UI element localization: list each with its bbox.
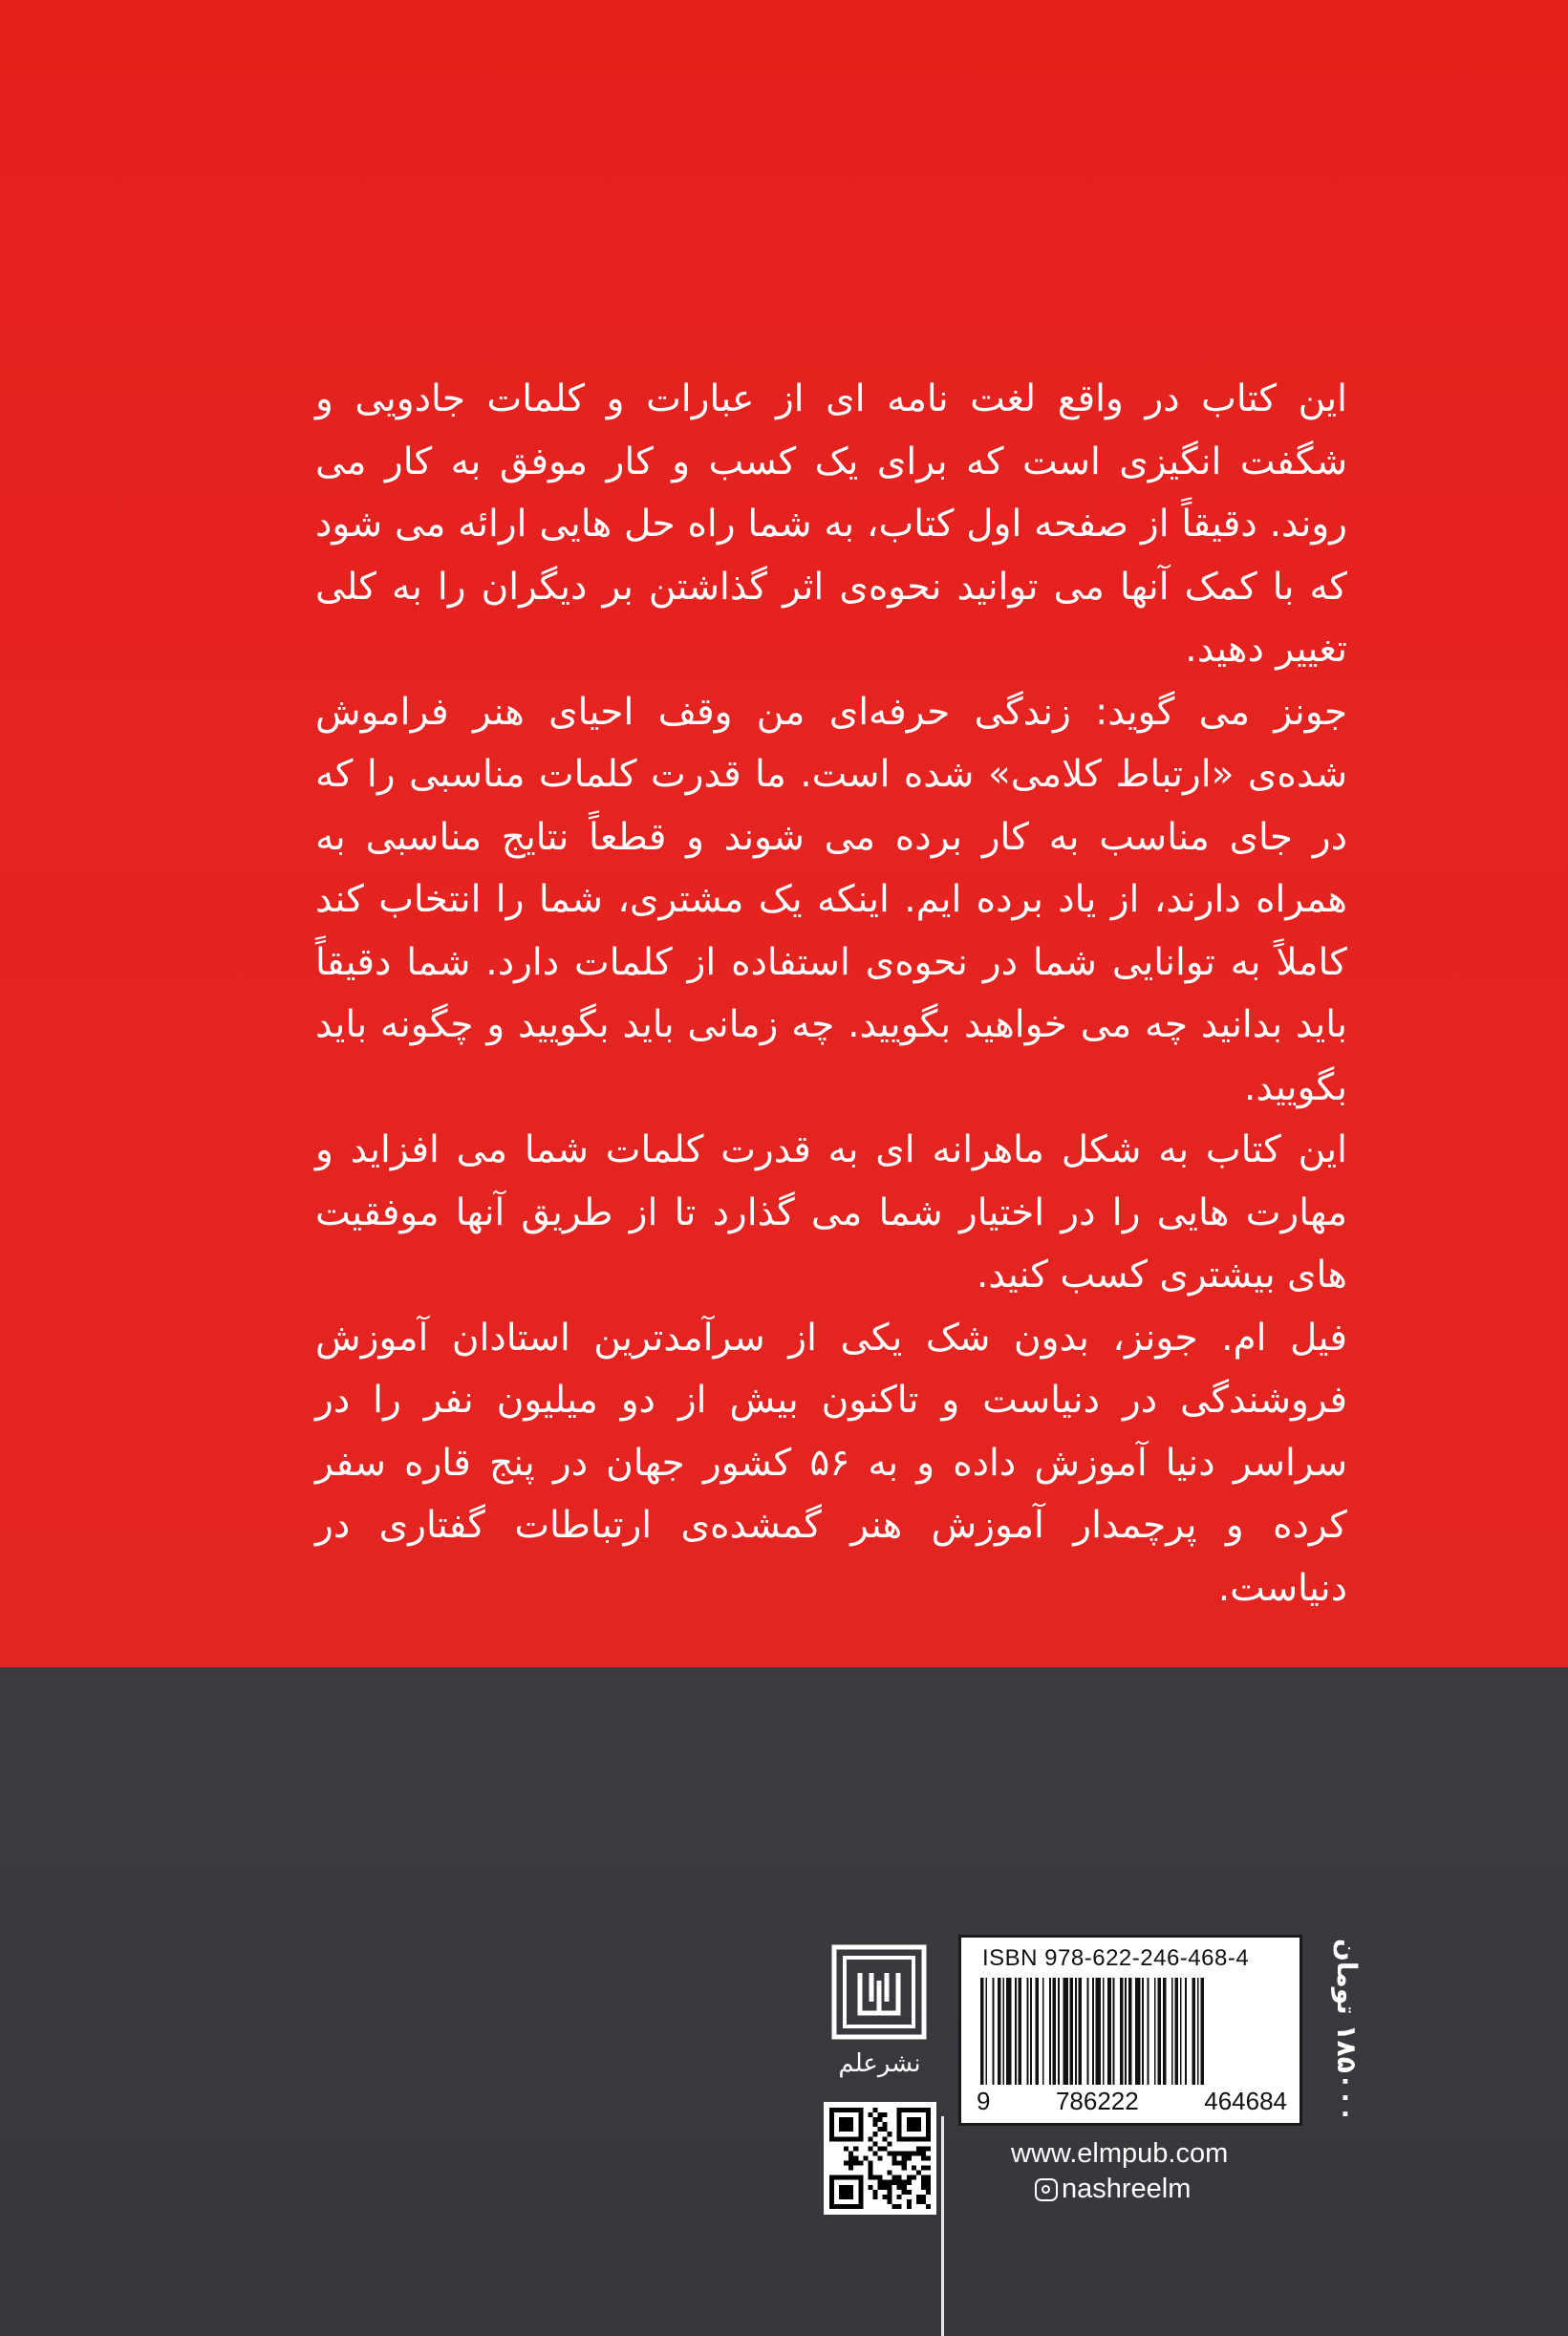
- blurb-paragraph-2: جونز می گوید: زندگی حرفه‌ای من وقف احیای هنر فراموش شده‌ی «ارتباط کلامی» شده است. ما قدرت کلمات مناسبی را که در جای مناسب به کار برده می شوند و قطعاً نتایج مناسبی به همراه دارند، از یاد برده ایم. اینکه یک مشتری، شما را انتخاب کند کاملاً به توانایی شما در نحوه‌ی استفاده از کلمات دارد. شما دقیقاً باید بدانید چه می خواهید بگویید. چه زمانی باید بگویید و چگونه باید بگویید.: [315, 690, 1347, 1109]
- publisher-name: نشرعلم: [838, 2049, 921, 2078]
- instagram-handle[interactable]: [1035, 2174, 1191, 2205]
- barcode-digit-group: 786222: [1055, 2087, 1139, 2115]
- price-label: ۱۸۵۰۰۰ تومان: [1331, 1938, 1363, 2123]
- blurb-paragraph-1: این کتاب در واقع لغت نامه ای از عبارات و کلمات جادویی و شگفت انگیزی است که برای یک کسب و کار موفق به کار می روند. دقیقاً از صفحه اول کتاب، به شما راه حل هایی ارائه می شود که با کمک آنها می توانید نحوه‌ی اثر گذاشتن بر دیگران را به کلی تغییر دهید.: [315, 377, 1347, 671]
- instagram-icon: [1035, 2178, 1058, 2201]
- isbn-barcode-box: [958, 1935, 1302, 2126]
- publisher-logo: [820, 1944, 939, 2088]
- back-cover-blurb: [315, 368, 1347, 1619]
- blurb-paragraph-3: این کتاب به شکل ماهرانه ای به قدرت کلمات شما می افزاید و مهارت هایی را در اختیار شما می گذارد تا از طریق آنها موفقیت های بیشتری کسب کنید.: [315, 1128, 1347, 1297]
- qr-code-icon: [829, 2108, 931, 2209]
- barcode-digit-group: 464684: [1204, 2087, 1287, 2115]
- publisher-logo-icon: [831, 1944, 927, 2040]
- divider-line: [941, 2116, 944, 2336]
- website-link[interactable]: www.elmpub.com: [1011, 2138, 1229, 2169]
- qr-code: [824, 2102, 936, 2215]
- barcode-digit-group: 9: [977, 2087, 991, 2115]
- isbn-label: ISBN 978-622-246-468-4: [982, 1945, 1250, 1971]
- instagram-name: nashreelm: [1062, 2174, 1192, 2204]
- blurb-paragraph-4: فیل ام. جونز، بدون شک یکی از سرآمدترین استادان آموزش فروشندگی در دنیاست و تاکنون بیش از دو میلیون نفر را در سراسر دنیا آموزش داده و به ۵۶ کشور جهان در پنج قاره سفر کرده و پرچمدار آموزش هنر گمشده‌ی ارتباطات گفتاری در دنیاست.: [315, 1316, 1347, 1610]
- barcode-icon: [977, 1978, 1287, 2085]
- barcode-digits: [977, 2087, 1287, 2116]
